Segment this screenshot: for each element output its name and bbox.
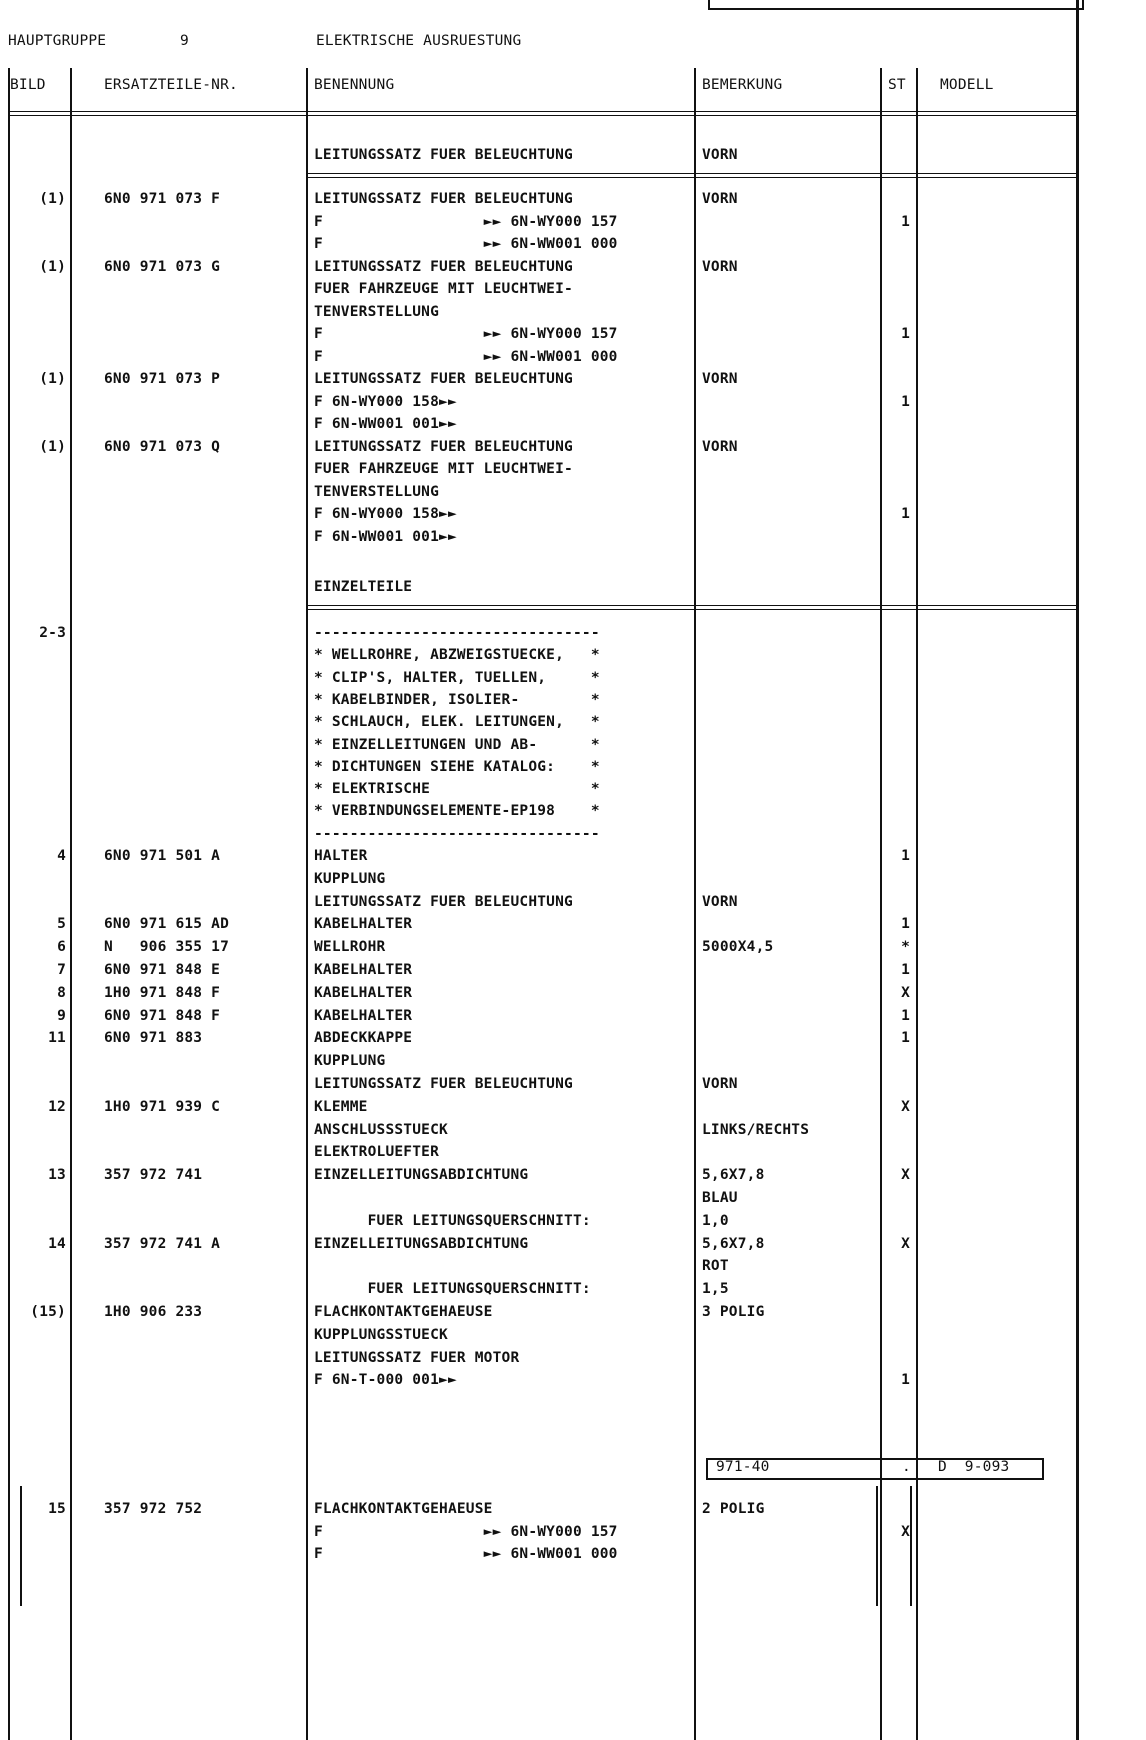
row-st: X <box>901 1235 910 1252</box>
row-name: FUER LEITUNGSQUERSCHNITT: <box>314 1281 591 1298</box>
row-part: 1H0 971 939 C <box>104 1098 221 1115</box>
col-divider-st <box>916 68 918 1740</box>
note-line: * VERBINDUNGSELEMENTE-EP198 * <box>314 803 600 820</box>
row-bild: (15) <box>30 1304 66 1320</box>
row-remark: 5000X4,5 <box>702 939 774 956</box>
row-remark: 5,6X7,8 <box>702 1167 765 1184</box>
intro-rule-1 <box>306 173 1076 174</box>
row-st: 1 <box>901 1007 910 1024</box>
row-st: 1 <box>901 506 910 522</box>
col-divider-remark <box>880 68 882 1740</box>
row-st: 1 <box>901 393 910 410</box>
row-st: 1 <box>901 213 910 230</box>
row-part: 1H0 971 848 F <box>104 984 221 1001</box>
einzelteile-heading: EINZELTEILE <box>314 579 413 595</box>
note-line: * KABELBINDER, ISOLIER- * <box>314 691 600 708</box>
col-remark: BEMERKUNG <box>702 77 783 93</box>
row-part: 6N0 971 073 F <box>104 191 221 207</box>
row-name: KLEMME <box>314 1098 368 1115</box>
row-name: KABELHALTER <box>314 984 413 1001</box>
row-name: FUER FAHRZEUGE MIT LEUCHTWEI- <box>314 281 573 297</box>
col-divider-right <box>1076 0 1079 1740</box>
row-name: EINZELLEITUNGSABDICHTUNG <box>314 1167 529 1184</box>
next-divider-remark <box>876 1486 878 1606</box>
row-bild: 4 <box>57 848 66 864</box>
row-bild: (1) <box>39 438 66 455</box>
row-name: LEITUNGSSATZ FUER BELEUCHTUNG <box>314 893 573 910</box>
row-bild: 12 <box>48 1098 66 1115</box>
top-page-ref-box <box>708 0 1084 10</box>
col-model: MODELL <box>940 77 994 93</box>
row-remark: 1,0 <box>702 1212 729 1229</box>
row-name: F 6N-WW001 001►► <box>314 528 457 545</box>
intro-rule-2 <box>306 177 1076 178</box>
row-st: 1 <box>901 962 910 978</box>
row-part: 6N0 971 615 AD <box>104 916 230 933</box>
row-name: TENVERSTELLUNG <box>314 483 440 500</box>
group-number: 9 <box>180 33 189 49</box>
col-divider-left <box>8 68 10 1740</box>
row-remark: 1,5 <box>702 1281 729 1298</box>
row-st: X <box>901 984 910 1001</box>
row-remark: ROT <box>702 1258 729 1275</box>
row-name: F ►► 6N-WY000 157 <box>314 326 618 342</box>
row-name: LEITUNGSSATZ FUER BELEUCHTUNG <box>314 438 573 455</box>
next-divider-part <box>306 1486 308 1606</box>
row-name: ABDECKKAPPE <box>314 1030 413 1047</box>
row-remark: VORN <box>702 258 738 275</box>
row-name: ANSCHLUSSSTUECK <box>314 1121 448 1138</box>
row-bild: 14 <box>48 1235 66 1252</box>
row-name: LEITUNGSSATZ FUER BELEUCHTUNG <box>314 371 573 387</box>
row-remark: LINKS/RECHTS <box>702 1121 810 1138</box>
row-name: F 6N-T-000 001►► <box>314 1372 457 1389</box>
intro-title: LEITUNGSSATZ FUER BELEUCHTUNG <box>314 147 573 163</box>
row-name: ELEKTROLUEFTER <box>314 1144 440 1161</box>
row-name: KABELHALTER <box>314 916 413 933</box>
row-name: F 6N-WY000 158►► <box>314 506 457 522</box>
row-name: KABELHALTER <box>314 962 413 978</box>
row-bild: 9 <box>57 1007 66 1024</box>
row-remark: 5,6X7,8 <box>702 1235 765 1252</box>
note-line: * CLIP'S, HALTER, TUELLEN, * <box>314 669 600 686</box>
row-part: 357 972 741 A <box>104 1235 221 1252</box>
note-line: * DICHTUNGEN SIEHE KATALOG: * <box>314 758 600 775</box>
note-line: -------------------------------- <box>314 825 600 842</box>
row-name: TENVERSTELLUNG <box>314 303 440 320</box>
footer-ref-right: D 9-093 <box>938 1459 1010 1475</box>
row-name: EINZELLEITUNGSABDICHTUNG <box>314 1235 529 1252</box>
footer-ref-dot: . <box>902 1459 911 1475</box>
row-st: 1 <box>901 1030 910 1047</box>
group-title: ELEKTRISCHE AUSRUESTUNG <box>316 33 522 49</box>
row-bild: 7 <box>57 962 66 978</box>
col-bild: BILD <box>10 77 46 93</box>
row-st: X <box>901 1523 910 1540</box>
note-line: * ELEKTRISCHE * <box>314 781 600 798</box>
einzelteile-rule-1 <box>306 605 1076 606</box>
row-bild: 15 <box>48 1501 66 1517</box>
next-divider-name <box>694 1486 696 1606</box>
row-name: LEITUNGSSATZ FUER BELEUCHTUNG <box>314 191 573 207</box>
next-divider-right <box>1076 1486 1079 1606</box>
row-part: 6N0 971 073 Q <box>104 438 221 455</box>
row-st: 1 <box>901 848 910 864</box>
row-name: F 6N-WY000 158►► <box>314 393 457 410</box>
col-name: BENENNUNG <box>314 77 395 93</box>
row-bild: (1) <box>39 371 66 387</box>
row-st: X <box>901 1167 910 1184</box>
row-bild: (1) <box>39 258 66 275</box>
row-bild: 8 <box>57 984 66 1001</box>
row-name: FLACHKONTAKTGEHAEUSE <box>314 1304 493 1320</box>
row-name: F 6N-WW001 001►► <box>314 416 457 432</box>
row-part: 357 972 741 <box>104 1167 203 1184</box>
row-name: F ►► 6N-WW001 000 <box>314 348 618 365</box>
row-part: 6N0 971 848 E <box>104 962 221 978</box>
row-name: F ►► 6N-WW001 000 <box>314 1546 618 1562</box>
einzelteile-rule-2 <box>306 609 1076 610</box>
col-part: ERSATZTEILE-NR. <box>104 77 238 93</box>
note-line: * SCHLAUCH, ELEK. LEITUNGEN, * <box>314 714 600 731</box>
row-remark: VORN <box>702 1076 738 1092</box>
row-part: 6N0 971 073 G <box>104 258 221 275</box>
row-name: F ►► 6N-WY000 157 <box>314 213 618 230</box>
row-remark: VORN <box>702 438 738 455</box>
row-name: KABELHALTER <box>314 1007 413 1024</box>
row-name: WELLROHR <box>314 939 386 956</box>
row-name: F ►► 6N-WW001 000 <box>314 236 618 252</box>
row-part: 6N0 971 883 <box>104 1030 203 1047</box>
row-bild: (1) <box>39 191 66 207</box>
row-st: 1 <box>901 326 910 342</box>
note-bild: 2-3 <box>39 625 66 641</box>
row-remark: VORN <box>702 371 738 387</box>
row-name: LEITUNGSSATZ FUER BELEUCHTUNG <box>314 258 573 275</box>
row-part: 6N0 971 073 P <box>104 371 221 387</box>
row-part: 357 972 752 <box>104 1501 203 1517</box>
row-st: * <box>901 939 910 956</box>
row-name: FUER FAHRZEUGE MIT LEUCHTWEI- <box>314 461 573 477</box>
row-st: X <box>901 1098 910 1115</box>
row-part: 6N0 971 848 F <box>104 1007 221 1024</box>
row-st: 1 <box>901 1372 910 1389</box>
row-name: LEITUNGSSATZ FUER BELEUCHTUNG <box>314 1076 573 1092</box>
row-name: KUPPLUNGSSTUECK <box>314 1326 448 1343</box>
next-divider-st <box>910 1486 912 1606</box>
note-line: * WELLROHRE, ABZWEIGSTUECKE, * <box>314 647 600 664</box>
row-bild: 5 <box>57 916 66 933</box>
intro-remark: VORN <box>702 147 738 163</box>
row-remark: BLAU <box>702 1190 738 1206</box>
row-name: LEITUNGSSATZ FUER MOTOR <box>314 1349 520 1366</box>
footer-ref-left: 971-40 <box>716 1459 770 1475</box>
row-name: KUPPLUNG <box>314 870 386 887</box>
row-remark: 2 POLIG <box>702 1501 765 1517</box>
row-remark: 3 POLIG <box>702 1304 765 1320</box>
note-line: * EINZELLEITUNGEN UND AB- * <box>314 736 600 753</box>
row-name: FLACHKONTAKTGEHAEUSE <box>314 1501 493 1517</box>
row-name: HALTER <box>314 848 368 864</box>
row-part: 6N0 971 501 A <box>104 848 221 864</box>
group-label: HAUPTGRUPPE <box>8 33 107 49</box>
row-name: FUER LEITUNGSQUERSCHNITT: <box>314 1212 591 1229</box>
row-name: KUPPLUNG <box>314 1053 386 1070</box>
col-st: ST <box>888 77 906 93</box>
row-name: F ►► 6N-WY000 157 <box>314 1523 618 1540</box>
row-st: 1 <box>901 916 910 933</box>
row-bild: 6 <box>57 939 66 956</box>
row-part: N 906 355 17 <box>104 939 230 956</box>
row-part: 1H0 906 233 <box>104 1304 203 1320</box>
next-divider-bild <box>70 1486 72 1606</box>
row-bild: 13 <box>48 1167 66 1184</box>
row-remark: VORN <box>702 893 738 910</box>
row-remark: VORN <box>702 191 738 207</box>
row-bild: 11 <box>48 1030 66 1047</box>
note-line: -------------------------------- <box>314 625 600 641</box>
